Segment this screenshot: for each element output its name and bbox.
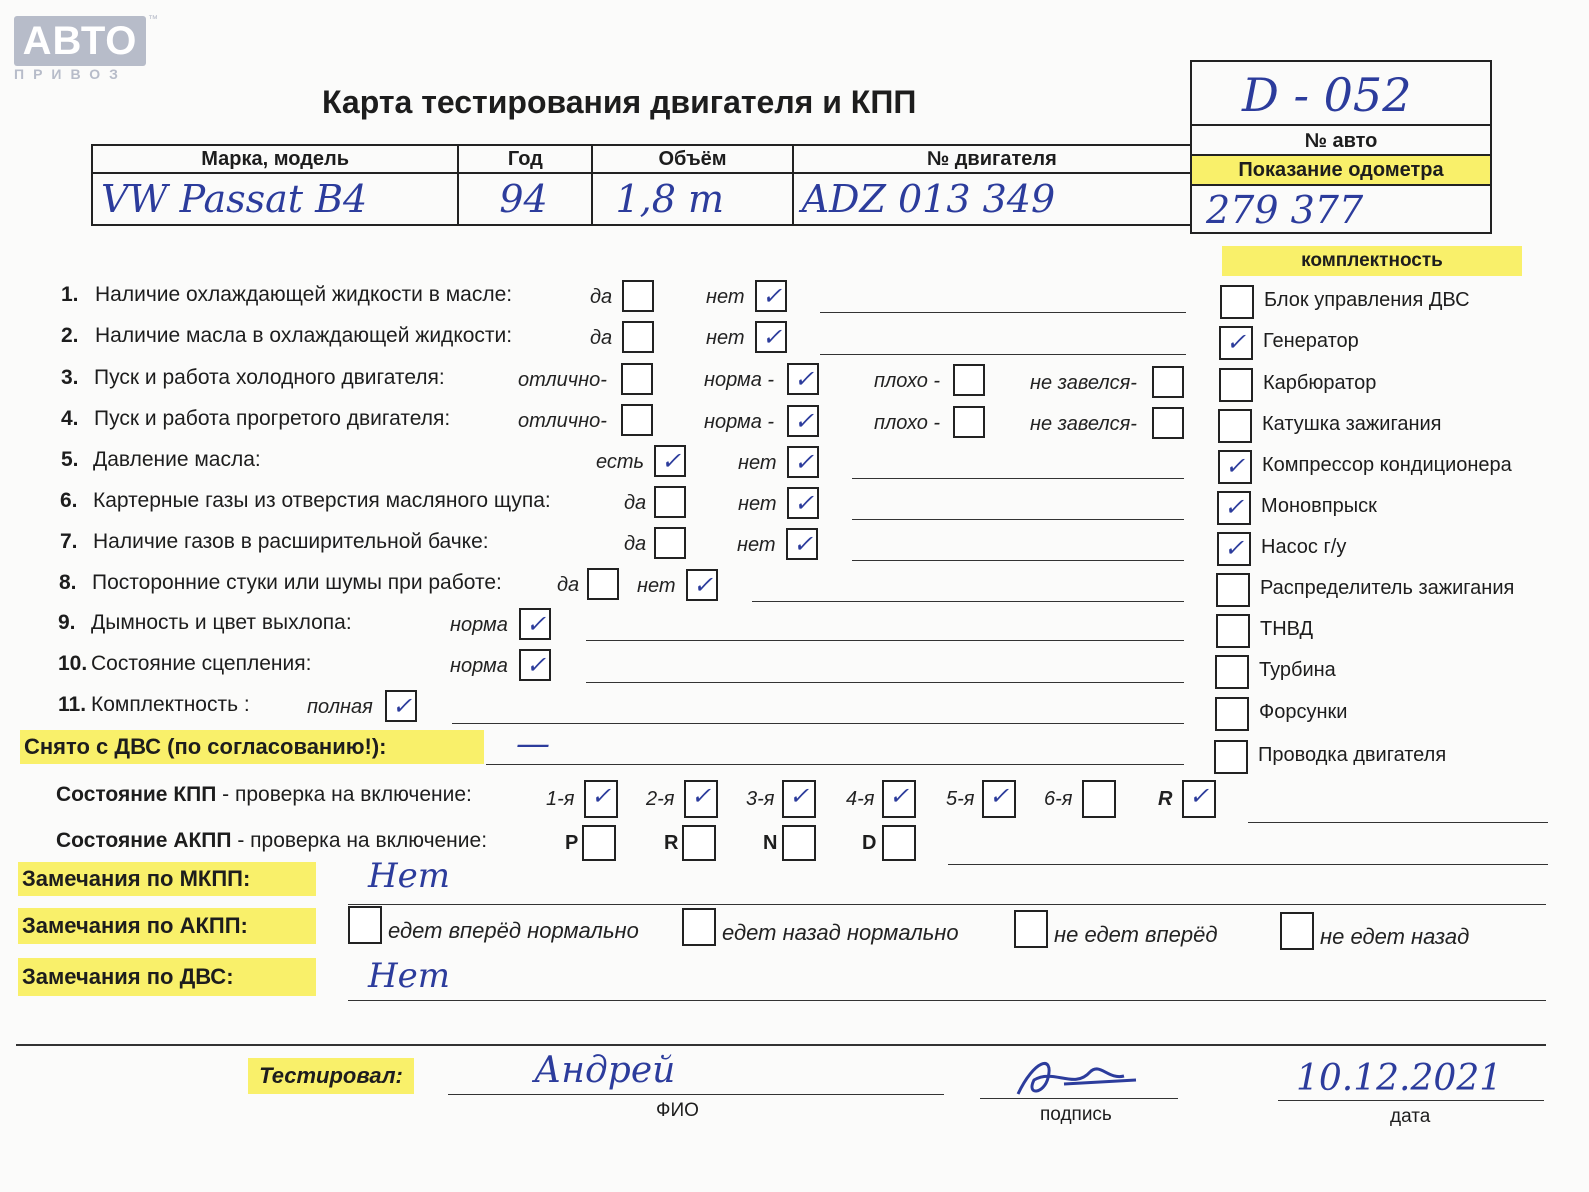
row-5-note-line [852,478,1184,479]
removed-note-line [486,764,1184,765]
name-caption: ФИО [656,1100,699,1121]
row-7-opt-no: нет [737,534,776,556]
row-9-label: Дымность и цвет выхлопа: [91,611,352,634]
completeness-title: комплектность [1222,246,1522,276]
col-volume: Объём [592,145,792,173]
date-line [1278,1100,1544,1101]
row-11-full-checkbox[interactable] [385,690,417,722]
row-10-label: Состояние сцепления: [91,652,312,675]
completeness-item-label: Проводка двигателя [1258,744,1447,766]
row-1-yes-checkbox[interactable] [622,280,654,312]
col-model: Марка, модель [92,145,458,173]
row-3-excellent-checkbox[interactable] [621,363,653,395]
row-7-number: 7. [60,530,78,553]
mkpp-remarks-line [348,904,1546,905]
akpp-label [56,829,487,853]
row-1-opt-yes: да [590,286,613,308]
akpp-remark-option-label: едет вперёд нормально [388,918,639,943]
completeness-checkbox[interactable] [1214,740,1248,774]
row-4-label: Пуск и работа прогретого двигателя: [94,407,451,430]
row-5-opt-present: есть [596,451,645,473]
row-5-opt-no: нет [738,452,777,474]
row-2-no-checkbox[interactable] [755,321,787,353]
date-value: 10.12.2021 [1296,1058,1503,1099]
check-mark-icon: ✓ [693,571,714,599]
akpp-remark-checkbox[interactable] [1280,912,1314,950]
completeness-item-label: Катушка зажигания [1262,413,1442,435]
akpp-mode-checkbox[interactable] [882,825,916,861]
row-8-number: 8. [59,571,77,594]
akpp-remark-option-label: не едет вперёд [1054,922,1218,947]
check-mark-icon: ✓ [1224,493,1245,521]
col-year: Год [458,145,592,173]
row-7-opt-yes: да [624,533,647,555]
row-5-no-checkbox[interactable] [787,446,819,478]
completeness-item-label: Компрессор кондиционера [1262,454,1512,476]
row-4-number: 4. [61,407,79,430]
car-number-value: D - 052 [1242,68,1412,122]
row-3-number: 3. [61,366,79,389]
kpp-gear-label: 4-я [846,788,875,810]
row-6-label: Картерные газы из отверстия масляного щупа: [93,489,551,512]
completeness-checkbox[interactable] [1216,573,1250,607]
row-11-note-line [452,723,1184,724]
akpp-remark-checkbox[interactable] [682,908,716,946]
completeness-item-label: ТНВД [1260,618,1314,640]
completeness-checkbox[interactable] [1218,450,1252,484]
row-2-number: 2. [61,324,79,347]
kpp-gear-label: 1-я [546,788,575,810]
logo-subtitle: ПРИВОЗ [14,66,127,82]
akpp-mode-checkbox[interactable] [782,825,816,861]
row-4-opt-bad: плохо - [874,412,941,434]
row-10-opt-normal: норма [450,655,508,677]
tested-by-label: Тестировал: [248,1058,414,1094]
dvs-remarks-line [348,1000,1546,1001]
check-mark-icon: ✓ [789,782,810,810]
vehicle-table [91,144,1192,226]
model-value: VW Passat B4 [92,173,458,225]
row-4-excellent-checkbox[interactable] [621,404,653,436]
row-6-opt-yes: да [624,492,647,514]
row-11-opt-full: полная [307,696,373,718]
volume-value: 1,8 m [592,173,792,225]
akpp-remark-option-label: едет назад нормально [722,920,959,945]
row-2-note-line [820,354,1186,355]
check-mark-icon: ✓ [794,407,815,435]
row-4-opt-not-started: не завелся- [1030,413,1137,435]
kpp-label-rest: - проверка на включение: [216,783,472,806]
row-8-opt-yes: да [557,574,580,596]
row-3-opt-not-started: не завелся- [1030,372,1137,394]
logo: АВТО [14,16,146,66]
check-mark-icon: ✓ [794,365,815,393]
kpp-gear-checkbox[interactable] [584,780,618,818]
row-3-normal-checkbox[interactable] [787,363,819,395]
mkpp-remarks-label: Замечания по МКПП: [18,862,316,896]
kpp-gear-label: 2-я [646,788,675,810]
row-4-bad-checkbox[interactable] [953,406,985,438]
kpp-gear-label: 3-я [746,788,775,810]
kpp-gear-checkbox[interactable] [1182,780,1216,818]
removed-label: Снято с ДВС (по согласованию!): [20,730,484,764]
row-6-note-line [852,519,1184,520]
row-9-number: 9. [58,611,76,634]
completeness-checkbox[interactable] [1218,409,1252,443]
row-11-number: 11. [58,693,87,716]
completeness-checkbox[interactable] [1217,532,1251,566]
car-number-label: № авто [1192,124,1490,156]
akpp-label-rest: - проверка на включение: [231,829,488,852]
col-engine-no: № двигателя [793,145,1191,173]
row-1-note-line [820,312,1186,313]
check-mark-icon: ✓ [989,782,1010,810]
akpp-remark-checkbox[interactable] [348,906,382,944]
check-mark-icon: ✓ [1226,328,1247,356]
row-8-yes-checkbox[interactable] [587,568,619,600]
dvs-remarks-value: Нет [368,956,451,996]
name-line [448,1094,944,1095]
row-9-normal-checkbox[interactable] [519,608,551,640]
row-2-opt-no: нет [706,327,745,349]
kpp-gear-checkbox[interactable] [684,780,718,818]
check-mark-icon: ✓ [794,489,815,517]
row-7-yes-checkbox[interactable] [654,527,686,559]
year-value: 94 [458,173,592,225]
row-8-note-line [752,601,1184,602]
kpp-note-line [1248,822,1548,823]
page-title: Карта тестирования двигателя и КПП [322,84,917,120]
completeness-item-label: Форсунки [1259,701,1348,723]
completeness-checkbox[interactable] [1217,491,1251,525]
check-mark-icon: ✓ [526,651,547,679]
check-mark-icon: ✓ [1189,782,1210,810]
check-mark-icon: ✓ [1224,534,1245,562]
signature-line [980,1098,1178,1099]
check-mark-icon: ✓ [1225,452,1246,480]
row-3-bad-checkbox[interactable] [953,364,985,396]
akpp-mode-label: N [763,832,778,854]
row-6-no-checkbox[interactable] [787,487,819,519]
kpp-gear-checkbox[interactable] [782,780,816,818]
akpp-mode-checkbox[interactable] [682,825,716,861]
completeness-item-label: Турбина [1259,659,1336,681]
row-6-opt-no: нет [738,493,777,515]
row-2-yes-checkbox[interactable] [622,321,654,353]
dvs-remarks-label: Замечания по ДВС: [18,958,316,996]
row-1-label: Наличие охлаждающей жидкости в масле: [95,283,513,306]
akpp-remark-option-label: не едет назад [1320,924,1470,949]
check-mark-icon: ✓ [793,530,814,558]
row-8-opt-no: нет [637,575,676,597]
check-mark-icon: ✓ [392,692,413,720]
odometer-value: 279 377 [1206,188,1364,232]
completeness-checkbox[interactable] [1219,326,1253,360]
row-6-yes-checkbox[interactable] [654,486,686,518]
odometer-label: Показание одометра [1192,154,1490,186]
tester-name-value: Андрей [534,1050,676,1091]
kpp-label-bold: Состояние КПП [56,783,217,806]
row-10-note-line [586,682,1184,683]
row-8-no-checkbox[interactable] [686,569,718,601]
kpp-gear-label: 6-я [1044,788,1073,810]
completeness-item-label: Генератор [1263,330,1359,352]
logo-tm: ™ [148,14,158,25]
completeness-item-label: Моновпрыск [1261,495,1377,517]
akpp-mode-checkbox[interactable] [582,825,616,861]
completeness-checkbox[interactable] [1216,614,1250,648]
row-4-opt-normal: норма - [704,411,775,433]
akpp-label-bold: Состояние АКПП [56,829,232,852]
check-mark-icon: ✓ [691,782,712,810]
signature-caption: подпись [1040,1104,1112,1125]
signature [1004,1050,1144,1102]
akpp-remark-checkbox[interactable] [1014,910,1048,948]
kpp-gear-label: 5-я [946,788,975,810]
completeness-checkbox[interactable] [1215,655,1249,689]
akpp-mode-label: D [862,832,877,854]
row-10-number: 10. [58,652,88,675]
row-3-opt-normal: норма - [704,369,775,391]
row-8-label: Посторонние стуки или шумы при работе: [92,571,502,594]
completeness-checkbox[interactable] [1220,285,1254,319]
kpp-gear-checkbox[interactable] [982,780,1016,818]
row-1-no-checkbox[interactable] [755,280,787,312]
check-mark-icon: ✓ [762,323,783,351]
row-7-label: Наличие газов в расширительной бачке: [93,530,489,553]
akpp-remarks-label: Замечания по АКПП: [18,908,316,944]
completeness-item-label: Насос г/у [1261,536,1347,558]
kpp-label [56,783,472,807]
kpp-gear-checkbox[interactable] [1082,780,1116,818]
completeness-item-label: Распределитель зажигания [1260,577,1515,599]
row-2-label: Наличие масла в охлаждающей жидкости: [95,324,513,347]
row-7-no-checkbox[interactable] [786,528,818,560]
akpp-note-line [948,864,1548,865]
row-3-opt-excellent: отлично- [518,369,607,391]
row-5-label: Давление масла: [93,448,261,471]
row-1-opt-no: нет [706,286,745,308]
row-10-normal-checkbox[interactable] [519,649,551,681]
engine-no-value: ADZ 013 349 [793,173,1191,225]
row-6-number: 6. [60,489,78,512]
mkpp-remarks-value: Нет [368,856,451,896]
row-5-present-checkbox[interactable] [654,445,686,477]
check-mark-icon: ✓ [591,782,612,810]
removed-value: — [516,724,550,764]
akpp-mode-label: R [664,832,679,854]
check-mark-icon: ✓ [794,448,815,476]
footer-separator [16,1044,1546,1046]
completeness-checkbox[interactable] [1215,697,1249,731]
car-number-box [1190,60,1492,234]
row-9-opt-normal: норма [450,614,508,636]
row-9-note-line [586,640,1184,641]
row-3-not-started-checkbox[interactable] [1152,366,1184,398]
kpp-gear-checkbox[interactable] [882,780,916,818]
row-4-not-started-checkbox[interactable] [1152,407,1184,439]
row-5-number: 5. [61,448,79,471]
row-3-opt-bad: плохо - [874,370,941,392]
completeness-item-label: Блок управления ДВС [1264,289,1470,311]
check-mark-icon: ✓ [762,282,783,310]
completeness-item-label: Карбюратор [1263,372,1377,394]
check-mark-icon: ✓ [889,782,910,810]
row-4-normal-checkbox[interactable] [787,405,819,437]
row-2-opt-yes: да [590,327,613,349]
row-1-number: 1. [61,283,79,306]
check-mark-icon: ✓ [661,447,682,475]
check-mark-icon: ✓ [526,610,547,638]
date-caption: дата [1390,1106,1431,1127]
kpp-gear-label: R [1158,788,1173,810]
akpp-mode-label: P [565,832,579,854]
row-7-note-line [852,560,1184,561]
row-4-opt-excellent: отлично- [518,410,607,432]
row-11-label: Комплектность : [91,693,250,716]
row-3-label: Пуск и работа холодного двигателя: [94,366,445,389]
completeness-checkbox[interactable] [1219,368,1253,402]
